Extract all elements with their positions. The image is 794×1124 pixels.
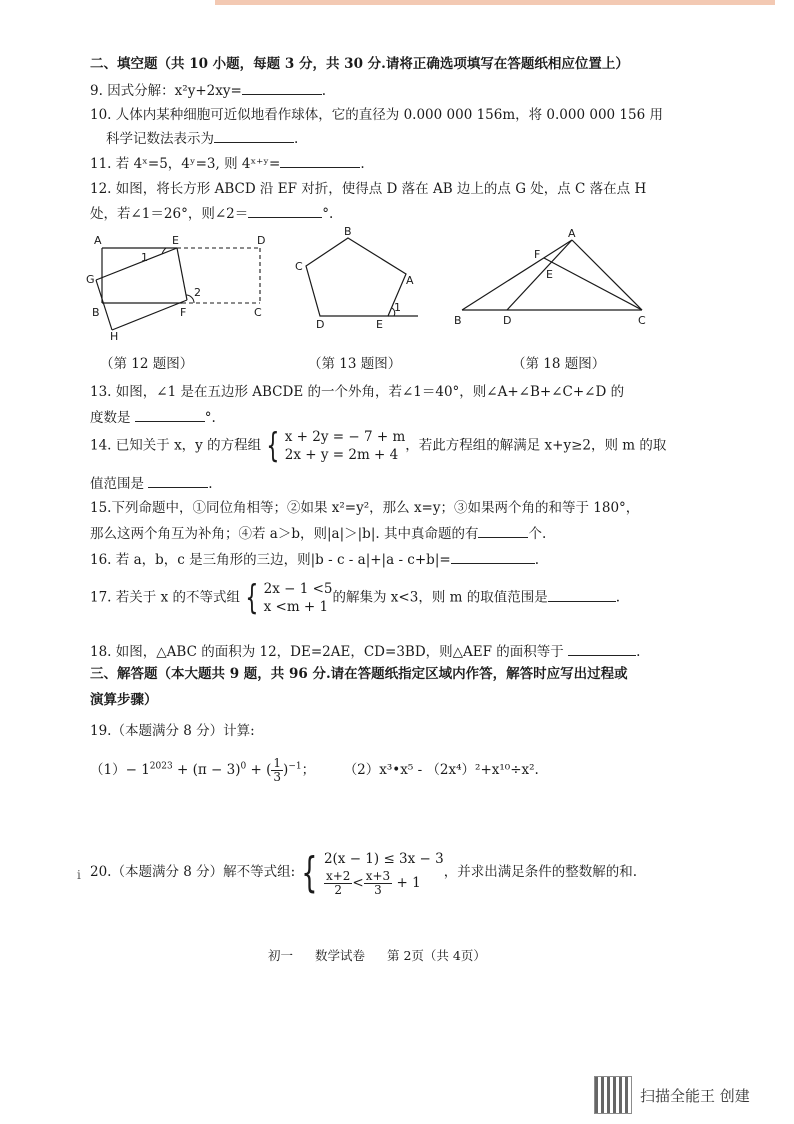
question-14-line2: [90, 472, 213, 492]
q13-num: 13.: [90, 384, 112, 400]
q15-line1: 下列命题中，①同位角相等；②如果 x²=y²，那么 x=y；③如果两个角的和等于 180°，: [111, 500, 640, 516]
q20-eq1: 2(x − 1) ≤ 3x − 3: [323, 851, 444, 867]
fig12-label-e: E: [172, 234, 179, 247]
question-16: [90, 548, 539, 568]
fig18-label-f: F: [534, 248, 541, 261]
fig18-edge-fc: [544, 258, 642, 310]
fig12-label-c: C: [254, 306, 262, 319]
fig12-label-f: F: [180, 306, 187, 319]
q15-num: 15.: [90, 500, 112, 516]
q14-post: ，若此方程组的解满足 x+y≥2，则 m 的取: [405, 437, 667, 454]
q16-answer-blank[interactable]: [451, 551, 535, 564]
q13-line2: 度数是: [90, 410, 131, 426]
top-scan-edge: [215, 0, 775, 5]
fig13-pentagon: [306, 238, 406, 316]
question-18: [90, 640, 640, 660]
question-11: [90, 152, 365, 172]
q20-brace: {: [301, 847, 318, 897]
q14-tail: .: [208, 476, 213, 492]
q13-answer-blank[interactable]: [135, 409, 205, 422]
question-12-line1: [90, 177, 646, 197]
q20-f2-num: x+3: [365, 869, 391, 883]
q10-line1: 人体内某种细胞可近似地看作球体，它的直径为 0.000 000 156m，将 0.000 000 156 用: [115, 107, 663, 123]
q16-text: 若 a，b，c 是三角形的三边，则|b - c - a|+|a - c+b|=: [115, 552, 451, 568]
question-20: [90, 848, 637, 897]
q19-part1-exp2: 0: [240, 761, 247, 772]
figure-13: [290, 224, 430, 334]
q13-line1: 如图，∠1 是在五边形 ABCDE 的一个外角，若∠1＝40°，则∠A+∠B+∠C+∠D 的: [115, 384, 625, 400]
fig13-label-1: 1: [394, 301, 401, 314]
q9-answer-blank[interactable]: [242, 82, 322, 95]
q14-num: 14.: [90, 437, 112, 454]
fig12-edge-ef: [177, 248, 187, 300]
q19-part1-exp: 2023: [149, 761, 173, 772]
fig12-edge-hf: [112, 300, 187, 330]
q17-eq1: 2x − 1 <5: [263, 581, 333, 597]
q17-brace: {: [245, 578, 259, 618]
fig12-caption: （第 12 题图）: [100, 356, 194, 372]
q11-tail: .: [360, 156, 365, 172]
q19-part2: （2）x³•x⁵ - （2x⁴）²+x¹⁰÷x².: [343, 762, 539, 778]
section3-title-line1: 三、解答题（本大题共 9 题，共 96 分.请在答题纸指定区域内作答，解答时应写出过程或: [90, 666, 628, 682]
q20-f1-den: 2: [334, 883, 342, 897]
q16-num: 16.: [90, 552, 112, 568]
q20-post: ，并求出满足条件的整数解的和.: [443, 864, 638, 880]
fig12-label-b: B: [92, 306, 100, 319]
question-19-head: 19.（本题满分 8 分）计算:: [90, 723, 255, 739]
q20-lt: <: [352, 875, 364, 891]
q17-answer-blank[interactable]: [548, 589, 616, 602]
q9-tail: .: [321, 83, 327, 99]
q16-tail: .: [534, 552, 539, 568]
fig12-label-1: 1: [141, 251, 148, 264]
question-12-line2: [90, 202, 333, 222]
q19-part1-mid: + (π − 3): [172, 762, 241, 778]
question-15-line1: [90, 496, 639, 516]
fig12-label-a: A: [94, 234, 102, 247]
q19-part1-exp3: −1: [288, 761, 302, 772]
q19-frac-den: 3: [273, 770, 282, 784]
q9-text: 因式分解：x²y+2xy=: [107, 83, 242, 99]
fig12-label-2: 2: [194, 286, 201, 299]
q14-brace: {: [266, 426, 280, 466]
q15-line2b: 个.: [528, 526, 547, 542]
q10-line2: 科学记数法表示为: [106, 131, 214, 147]
q15-answer-blank[interactable]: [478, 525, 528, 538]
question-10-line1: [90, 103, 663, 123]
q14-line2: 值范围是: [90, 476, 144, 492]
q19-frac-num: 1: [273, 756, 282, 770]
fig12-label-g: G: [86, 273, 95, 286]
q17-inequality-system: [240, 580, 333, 616]
q10-num: 10.: [90, 107, 112, 123]
q14-pre: 已知关于 x，y 的方程组: [115, 437, 262, 454]
q11-answer-blank[interactable]: [280, 155, 360, 168]
footer-page: 第 2页（共 4页）: [387, 948, 486, 963]
q17-tail: .: [615, 589, 621, 606]
question-14-line1: [90, 428, 666, 464]
scanner-watermark: [594, 1076, 750, 1114]
q18-num: 18.: [90, 644, 112, 660]
section3-title-line2: 演算步骤）: [90, 692, 158, 708]
fig13-label-e: E: [376, 318, 383, 331]
q19-part1-close: ): [283, 762, 289, 778]
q10-tail: .: [294, 131, 299, 147]
fig13-label-a: A: [406, 274, 414, 287]
q12-line2: 处，若∠1＝26°，则∠2＝: [90, 206, 249, 222]
question-13-line1: [90, 380, 624, 400]
q12-answer-blank[interactable]: [248, 205, 322, 218]
q13-tail: °.: [204, 410, 216, 426]
fig18-label-d: D: [503, 314, 512, 327]
q19-part1-plus: + (: [246, 762, 272, 778]
q12-num: 12.: [90, 181, 112, 197]
q17-eq2: x <m + 1: [263, 599, 329, 615]
fig18-edge-ac: [572, 240, 642, 310]
question-9: [90, 79, 326, 99]
question-19-parts: [90, 757, 539, 784]
q12-tail: °.: [322, 206, 334, 222]
question-17: [90, 580, 620, 616]
fig18-label-a: A: [568, 227, 576, 240]
q18-tail: .: [636, 644, 641, 660]
left-margin-mark: i: [77, 868, 81, 882]
figure-12: [82, 228, 272, 343]
q20-f1-num: x+2: [325, 869, 351, 883]
footer-grade: 初一: [268, 948, 294, 963]
footer-subject: 数学试卷: [315, 948, 366, 963]
q15-line2a: 那么这两个角互为补角；④若 a＞b，则|a|＞|b|. 其中真命题的有: [90, 526, 479, 542]
question-15-line2: [90, 522, 546, 542]
figure-18: [448, 224, 658, 334]
question-10-line2: [106, 127, 298, 147]
q14-equation-system: [261, 428, 405, 464]
fig12-label-h: H: [110, 330, 119, 343]
q20-f2-den: 3: [374, 883, 382, 897]
q20-inequality-system: [295, 848, 444, 897]
q14-answer-blank[interactable]: [148, 475, 208, 488]
question-13-line2: [90, 406, 216, 426]
fig18-label-c: C: [638, 314, 646, 327]
qr-code-icon: [594, 1076, 632, 1114]
q17-pre: 若关于 x 的不等式组: [115, 589, 240, 606]
q20-head: 20.（本题满分 8 分）解不等式组:: [90, 864, 296, 880]
q12-line1: 如图，将长方形 ABCD 沿 EF 对折，使得点 D 落在 AB 边上的点 G 处，点 C 落在点 H: [115, 181, 647, 197]
fig13-label-d: D: [316, 318, 325, 331]
fig13-label-c: C: [295, 260, 303, 273]
fig13-caption: （第 13 题图）: [308, 356, 402, 372]
q20-plus1: + 1: [392, 875, 421, 891]
fig12-label-d: D: [257, 234, 266, 247]
q19-part1-pre: （1）− 1: [90, 762, 150, 778]
q11-num: 11.: [90, 156, 112, 172]
fig18-label-b: B: [454, 314, 462, 327]
page-footer: [268, 946, 504, 964]
q17-num: 17.: [90, 589, 112, 606]
fig12-edge-gh: [96, 280, 112, 330]
q20-frac2: [364, 870, 392, 897]
fig18-caption: （第 18 题图）: [512, 356, 606, 372]
section2-title: 二、填空题（共 10 小题，每题 3 分，共 30 分.请将正确选项填写在答题纸相应位置上）: [90, 56, 629, 72]
q19-fraction: [271, 757, 283, 784]
q20-frac1: [324, 870, 352, 897]
q14-eq2: 2x + y = 2m + 4: [284, 447, 399, 463]
q9-num: 9.: [90, 83, 103, 99]
q11-text: 若 4ˣ=5，4ʸ=3, 则 4ˣ⁺ʸ=: [115, 156, 281, 172]
watermark-text: 扫描全能王 创建: [640, 1086, 750, 1105]
q18-text: 如图，△ABC 的面积为 12，DE=2AE，CD=3BD，则△AEF 的面积等于: [115, 644, 564, 660]
q18-answer-blank[interactable]: [568, 643, 636, 656]
fig18-label-e: E: [546, 268, 553, 281]
q19-part1-tail: ；: [301, 762, 316, 778]
q14-eq1: x + 2y = − 7 + m: [284, 429, 406, 445]
fig13-label-b: B: [344, 225, 352, 238]
fig12-edge-eg: [96, 248, 177, 280]
q10-answer-blank[interactable]: [214, 130, 294, 143]
q17-post: 的解集为 x<3，则 m 的取值范围是: [332, 589, 548, 606]
